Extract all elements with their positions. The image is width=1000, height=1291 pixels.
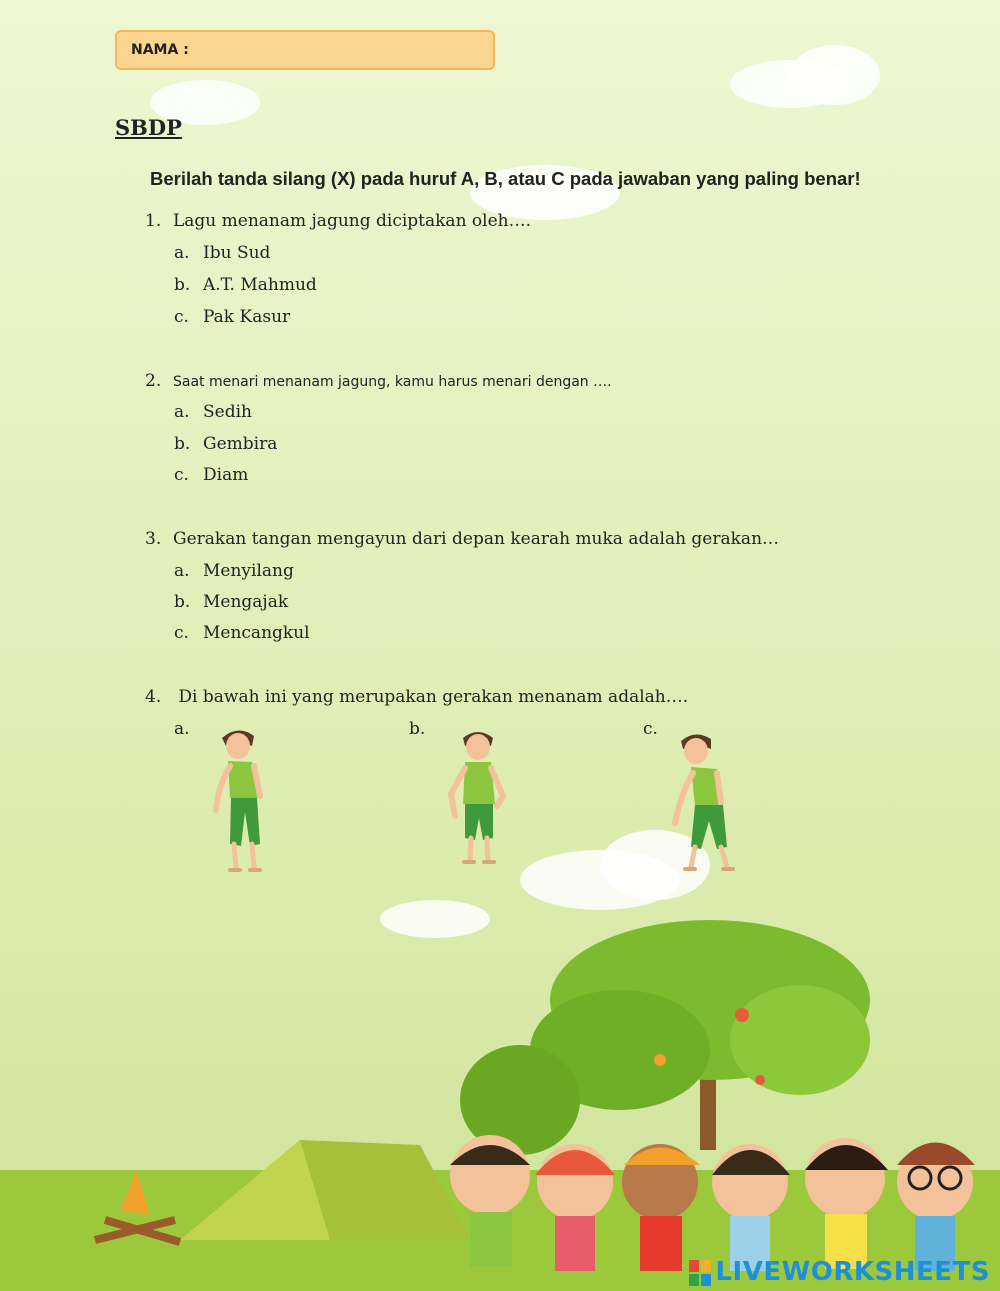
option-1c[interactable] bbox=[174, 307, 290, 327]
option-letter: a. bbox=[174, 402, 190, 422]
picture-option-b-label[interactable]: b. bbox=[409, 719, 426, 739]
option-letter: b. bbox=[174, 434, 191, 454]
option-2a[interactable] bbox=[174, 402, 252, 422]
option-letter: a. bbox=[174, 561, 190, 581]
option-letter: b. bbox=[174, 592, 191, 612]
option-1a[interactable] bbox=[174, 243, 270, 263]
question-4 bbox=[145, 687, 688, 707]
option-letter: a. bbox=[174, 243, 190, 263]
option-letter: c. bbox=[174, 623, 189, 643]
watermark-text: LIVEWORKSHEETS bbox=[715, 1257, 990, 1287]
picture-option-a-label[interactable]: a. bbox=[174, 719, 190, 739]
subject-title: SBDP bbox=[115, 115, 182, 140]
option-text: Menyilang bbox=[203, 561, 294, 581]
dancer-figure-b[interactable] bbox=[443, 728, 513, 868]
question-text: Di bawah ini yang merupakan gerakan menanam adalah…. bbox=[173, 687, 689, 707]
option-3b[interactable] bbox=[174, 592, 288, 612]
instruction-text: Berilah tanda silang (X) pada huruf A, B, atau C pada jawaban yang paling benar! bbox=[150, 168, 861, 189]
name-field[interactable] bbox=[115, 30, 495, 70]
question-number: 3. bbox=[145, 529, 162, 549]
question-3 bbox=[145, 529, 779, 549]
option-3c[interactable] bbox=[174, 623, 310, 643]
option-letter: b. bbox=[174, 275, 191, 295]
option-text: A.T. Mahmud bbox=[203, 275, 317, 295]
question-number: 4. bbox=[145, 687, 162, 707]
name-label: NAMA : bbox=[131, 42, 189, 58]
dancer-figure-c[interactable] bbox=[667, 731, 747, 876]
question-number: 1. bbox=[145, 211, 162, 231]
option-3a[interactable] bbox=[174, 561, 294, 581]
option-2b[interactable] bbox=[174, 434, 277, 454]
option-text: Mengajak bbox=[203, 592, 289, 612]
question-text: Lagu menanam jagung diciptakan oleh…. bbox=[173, 211, 532, 231]
playground-illustration bbox=[0, 920, 1000, 1291]
liveworksheets-logo-icon bbox=[689, 1260, 711, 1286]
option-text: Ibu Sud bbox=[203, 243, 271, 263]
option-text: Pak Kasur bbox=[203, 307, 291, 327]
dancer-figure-a[interactable] bbox=[208, 726, 278, 876]
question-1 bbox=[145, 211, 531, 231]
option-text: Sedih bbox=[203, 402, 252, 422]
question-2 bbox=[145, 371, 612, 391]
picture-option-c-label[interactable]: c. bbox=[643, 719, 658, 739]
option-text: Gembira bbox=[203, 434, 278, 454]
option-letter: c. bbox=[174, 465, 189, 485]
question-number: 2. bbox=[145, 371, 162, 391]
option-text: Mencangkul bbox=[203, 623, 310, 643]
option-1b[interactable] bbox=[174, 275, 317, 295]
option-2c[interactable] bbox=[174, 465, 248, 485]
question-text: Saat menari menanam jagung, kamu harus menari dengan …. bbox=[173, 374, 612, 390]
question-text: Gerakan tangan mengayun dari depan kearah muka adalah gerakan… bbox=[173, 529, 780, 549]
cloud-decoration bbox=[790, 45, 880, 105]
liveworksheets-watermark bbox=[689, 1257, 990, 1287]
option-letter: c. bbox=[174, 307, 189, 327]
option-text: Diam bbox=[203, 465, 249, 485]
